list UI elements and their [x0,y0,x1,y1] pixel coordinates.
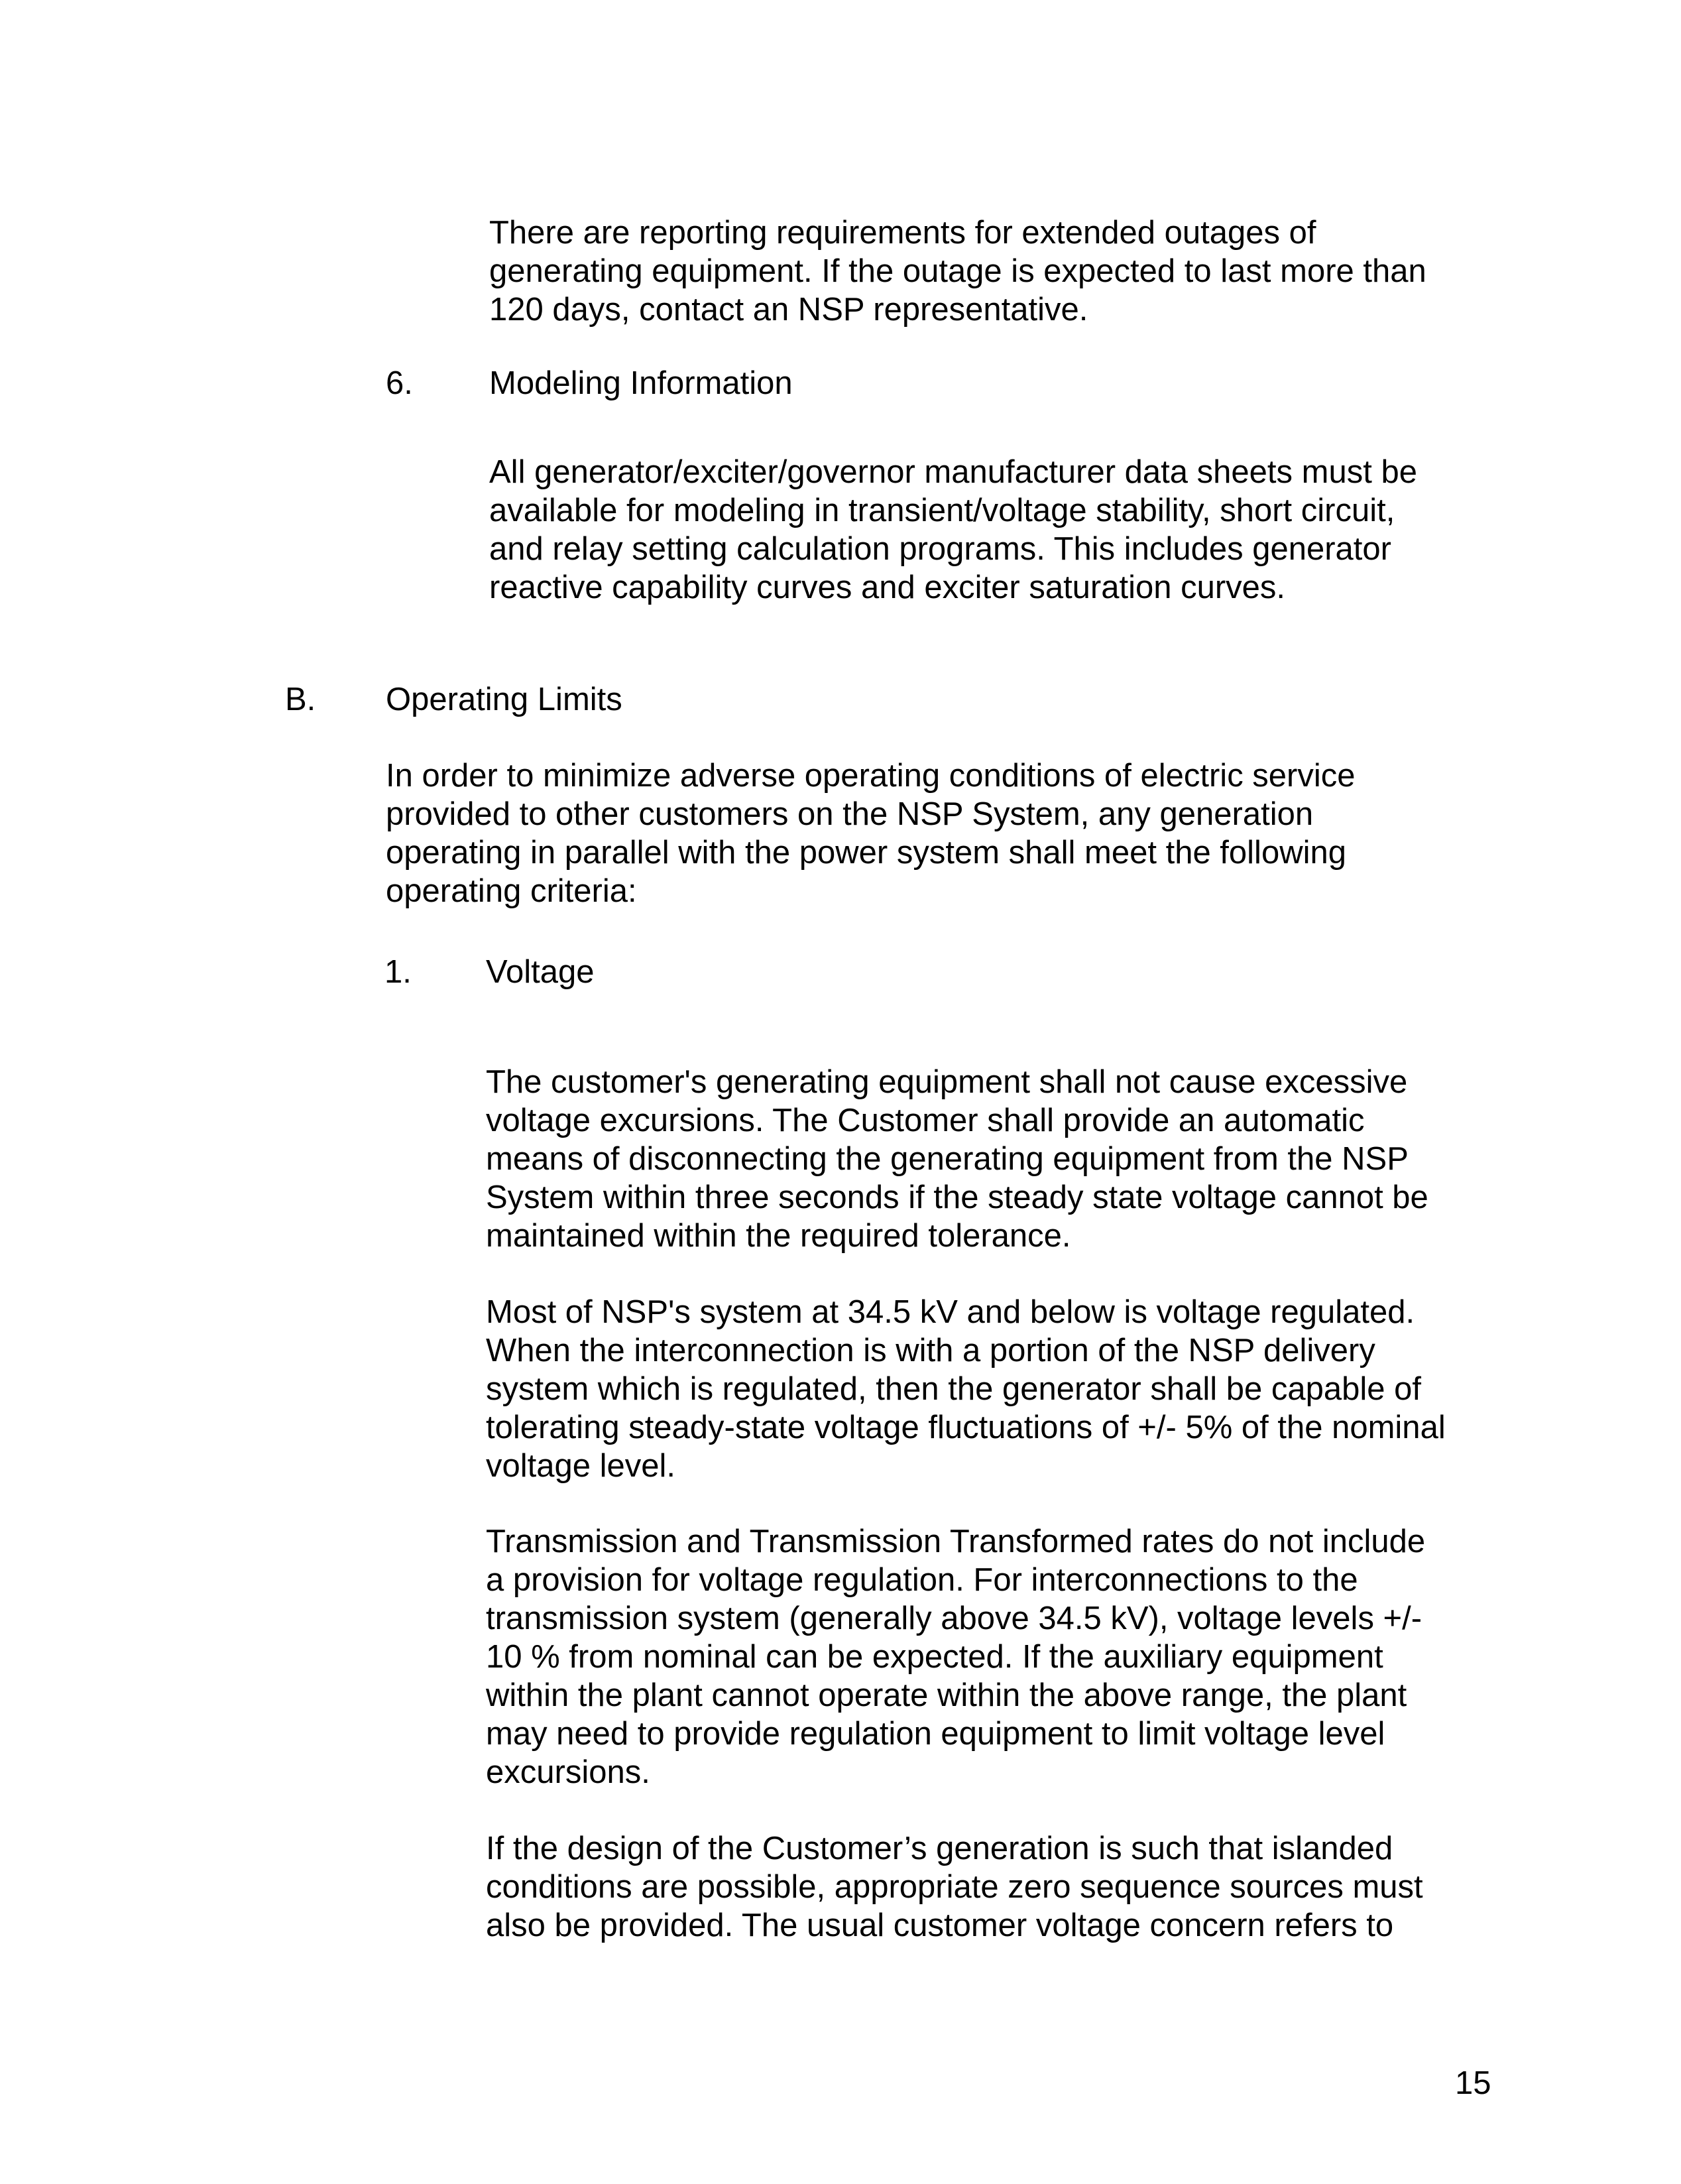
text-line: All generator/exciter/governor manufacturer data sheets must be [489,454,1417,490]
text-line: The customer's generating equipment shall not cause excessive [486,1064,1408,1100]
text-line: voltage level. [486,1448,676,1484]
text-line: provided to other customers on the NSP System, any generation [386,796,1314,832]
text-line: excursions. [486,1754,650,1790]
text-line: 120 days, contact an NSP representative. [489,292,1088,328]
text-line: When the interconnection is with a portion of the NSP delivery [486,1333,1375,1368]
text-line: may need to provide regulation equipment to limit voltage level [486,1716,1385,1752]
operating-limits-paragraph [386,757,1356,910]
text-line: conditions are possible, appropriate zero sequence sources must [486,1869,1423,1905]
section-6-number: 6. [386,365,413,401]
voltage-paragraph-1 [486,1063,1428,1255]
text-line: transmission system (generally above 34.5 kV), voltage levels +/- [486,1601,1422,1636]
text-line: within the plant cannot operate within the above range, the plant [486,1677,1407,1713]
text-line: If the design of the Customer’s generation is such that islanded [486,1831,1393,1866]
text-line: a provision for voltage regulation. For interconnections to the [486,1562,1358,1598]
text-line: System within three seconds if the steady state voltage cannot be [486,1180,1428,1215]
text-line: system which is regulated, then the generator shall be capable of [486,1371,1421,1407]
page-number: 15 [1455,2065,1491,2101]
text-line: available for modeling in transient/voltage stability, short circuit, [489,493,1395,528]
text-line: means of disconnecting the generating equipment from the NSP [486,1141,1409,1177]
section-6-heading: Modeling Information [489,365,793,401]
voltage-paragraph-4 [486,1829,1423,1945]
section-b1-heading: Voltage [486,954,595,990]
section-b1-number: 1. [384,954,412,990]
text-line: tolerating steady-state voltage fluctuations of +/- 5% of the nominal [486,1410,1446,1445]
text-line: 10 % from nominal can be expected. If the auxiliary equipment [486,1639,1383,1675]
text-line: Most of NSP's system at 34.5 kV and below is voltage regulated. [486,1294,1415,1330]
text-line: and relay setting calculation programs. This includes generator [489,531,1391,567]
text-line: operating criteria: [386,873,637,909]
text-line: In order to minimize adverse operating conditions of electric service [386,758,1356,794]
modeling-information-paragraph [489,453,1417,607]
voltage-paragraph-3 [486,1522,1425,1791]
text-line: There are reporting requirements for extended outages of [489,215,1316,251]
voltage-paragraph-2 [486,1293,1446,1485]
text-line: reactive capability curves and exciter saturation curves. [489,570,1286,605]
text-line: generating equipment. If the outage is expected to last more than [489,253,1426,289]
text-line: Transmission and Transmission Transformed rates do not include [486,1524,1426,1559]
text-line: voltage excursions. The Customer shall provide an automatic [486,1103,1365,1138]
section-b-heading: Operating Limits [386,682,622,717]
text-line: maintained within the required tolerance. [486,1218,1071,1254]
section-b-letter: B. [285,682,316,717]
text-line: operating in parallel with the power system shall meet the following [386,835,1346,871]
outage-reporting-paragraph [489,213,1426,329]
text-line: also be provided. The usual customer voltage concern refers to [486,1908,1394,1943]
